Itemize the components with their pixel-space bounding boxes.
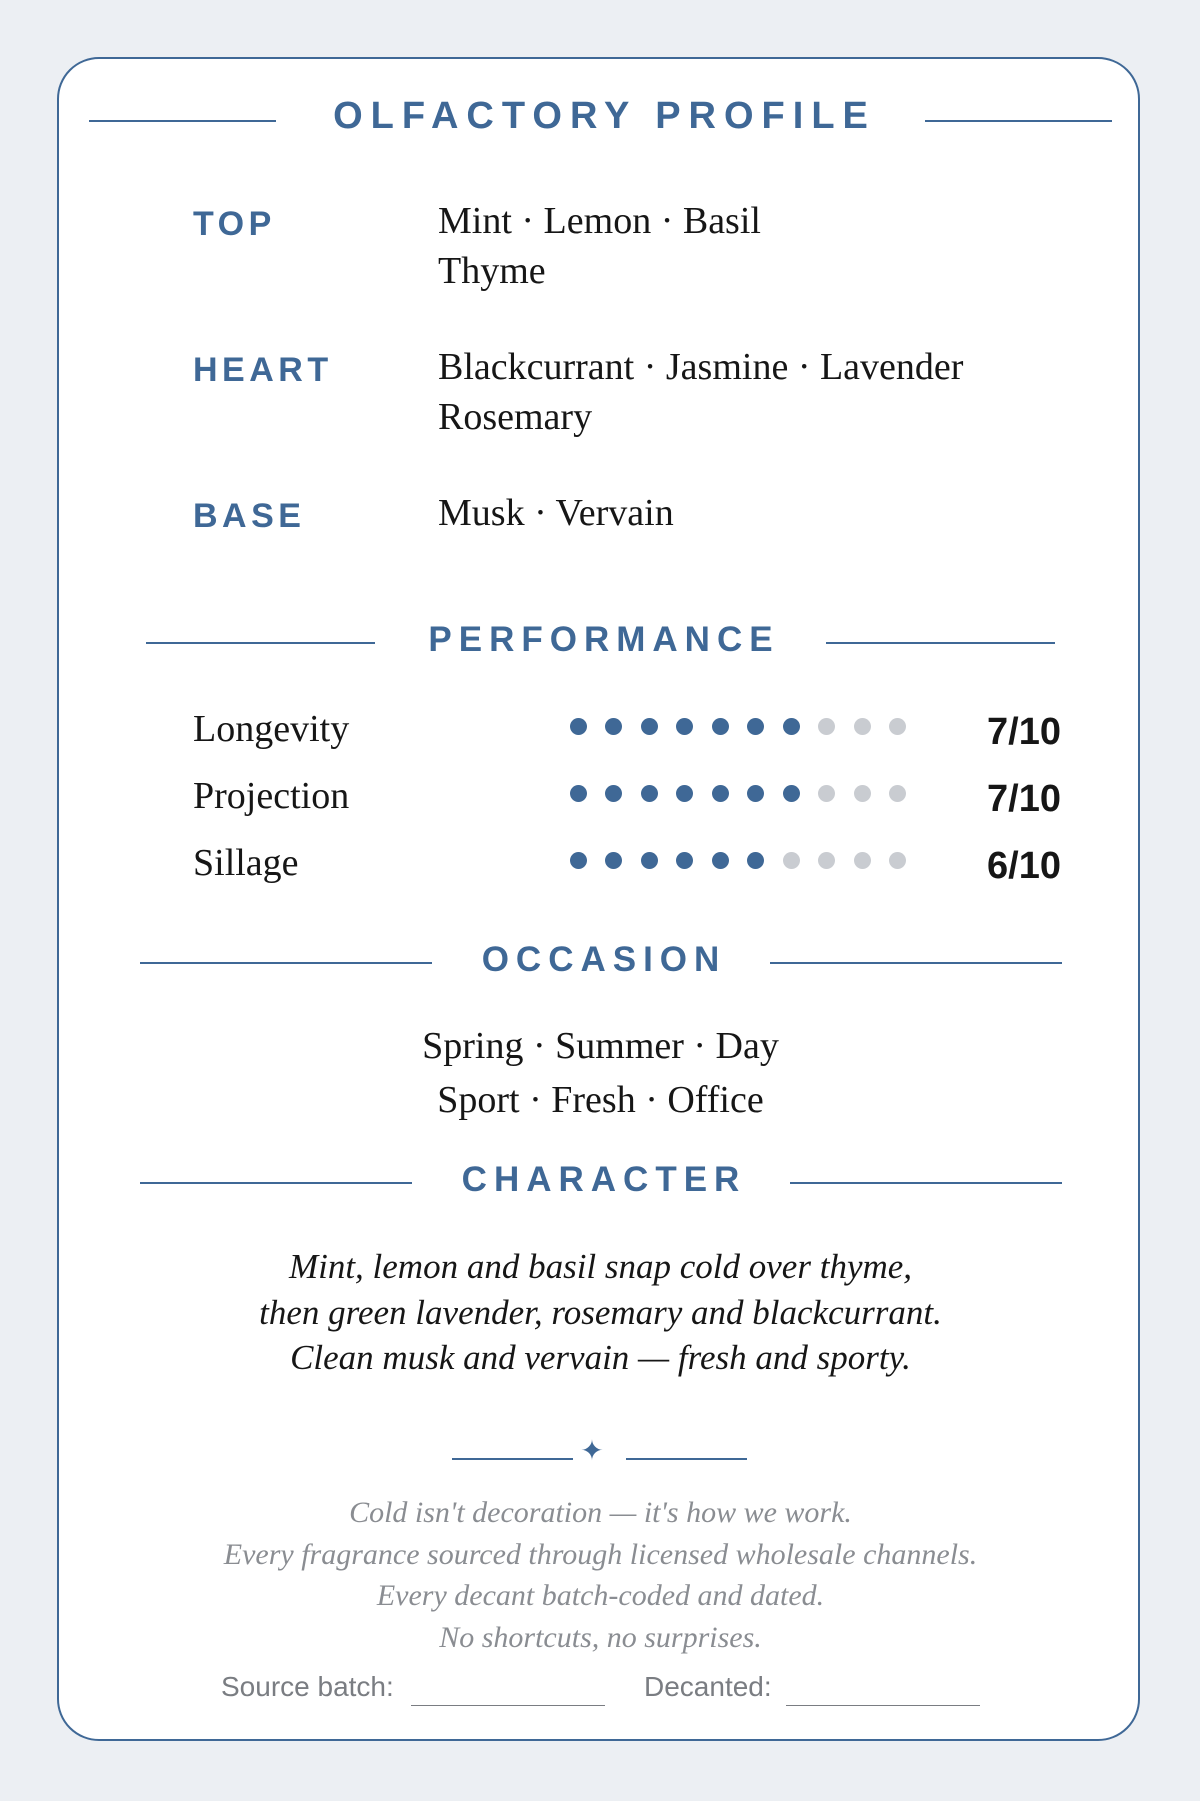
note-line-heart-1: Blackcurrant · Jasmine · Lavender bbox=[438, 346, 964, 388]
occasion-line-1: Spring · Summer · Day bbox=[422, 1025, 779, 1067]
rating-dot-empty bbox=[854, 718, 871, 735]
footer-line-1: Cold isn't decoration — it's how we work. bbox=[349, 1496, 852, 1529]
note-label-base: BASE bbox=[193, 497, 306, 535]
rating-dot-filled bbox=[676, 785, 693, 802]
source-batch-label: Source batch: bbox=[221, 1671, 394, 1702]
rating-dot-filled bbox=[570, 785, 587, 802]
metric-score-longevity: 7/10 bbox=[987, 711, 1061, 753]
character-line-1: Mint, lemon and basil snap cold over thyme, bbox=[288, 1247, 913, 1286]
four-point-star-icon: ✦ bbox=[580, 1434, 604, 1467]
metric-label-projection: Projection bbox=[193, 775, 350, 817]
rating-dot-filled bbox=[712, 718, 729, 735]
rating-dot-empty bbox=[889, 785, 906, 802]
rating-dot-filled bbox=[641, 785, 658, 802]
decanted-label: Decanted: bbox=[644, 1671, 772, 1702]
rating-dot-filled bbox=[783, 718, 800, 735]
rating-dot-filled bbox=[747, 785, 764, 802]
character-heading: CHARACTER bbox=[461, 1160, 747, 1199]
note-line-heart-2: Rosemary bbox=[438, 396, 593, 438]
divider-rule-left bbox=[452, 1458, 573, 1460]
rating-dot-filled bbox=[641, 718, 658, 735]
metric-score-projection: 7/10 bbox=[987, 778, 1061, 820]
olfactory-profile-card bbox=[57, 57, 1140, 1741]
note-label-top: TOP bbox=[193, 205, 276, 243]
divider-rule-right bbox=[626, 1458, 747, 1460]
decanted-blank bbox=[786, 1705, 980, 1706]
note-label-heart: HEART bbox=[193, 351, 333, 389]
rating-dot-filled bbox=[570, 852, 587, 869]
rating-dot-filled bbox=[570, 718, 587, 735]
rating-dot-empty bbox=[818, 852, 835, 869]
rating-dot-empty bbox=[818, 785, 835, 802]
rating-dot-filled bbox=[605, 785, 622, 802]
note-line-base-1: Musk · Vervain bbox=[438, 492, 674, 534]
occasion-line-2: Sport · Fresh · Office bbox=[437, 1079, 764, 1121]
page-title: OLFACTORY PROFILE bbox=[333, 95, 876, 137]
rating-dot-empty bbox=[889, 852, 906, 869]
performance-heading: PERFORMANCE bbox=[428, 620, 780, 659]
rating-dot-filled bbox=[676, 852, 693, 869]
occasion-heading: OCCASION bbox=[481, 940, 727, 979]
rating-dot-empty bbox=[783, 852, 800, 869]
rating-dot-filled bbox=[747, 718, 764, 735]
character-line-3: Clean musk and vervain — fresh and sporty. bbox=[290, 1338, 911, 1377]
rating-dot-filled bbox=[605, 852, 622, 869]
rating-dot-filled bbox=[676, 718, 693, 735]
footer-line-3: Every decant batch-coded and dated. bbox=[376, 1579, 825, 1612]
character-line-2: then green lavender, rosemary and blackcurrant. bbox=[259, 1293, 942, 1332]
footer-line-2: Every fragrance sourced through licensed wholesale channels. bbox=[223, 1538, 978, 1571]
rating-dot-filled bbox=[641, 852, 658, 869]
rating-dot-empty bbox=[889, 718, 906, 735]
rating-dot-filled bbox=[747, 852, 764, 869]
rating-dot-filled bbox=[712, 785, 729, 802]
rating-dot-empty bbox=[854, 785, 871, 802]
footer-line-4: No shortcuts, no surprises. bbox=[439, 1621, 762, 1654]
rating-dot-filled bbox=[783, 785, 800, 802]
rating-dot-filled bbox=[712, 852, 729, 869]
note-line-top-2: Thyme bbox=[438, 250, 546, 292]
metric-label-longevity: Longevity bbox=[193, 708, 350, 750]
rating-dot-empty bbox=[818, 718, 835, 735]
note-line-top-1: Mint · Lemon · Basil bbox=[438, 200, 761, 242]
source-batch-blank bbox=[411, 1705, 605, 1706]
rating-dot-empty bbox=[854, 852, 871, 869]
metric-score-sillage: 6/10 bbox=[987, 845, 1061, 887]
rating-dot-filled bbox=[605, 718, 622, 735]
metric-label-sillage: Sillage bbox=[193, 842, 299, 884]
